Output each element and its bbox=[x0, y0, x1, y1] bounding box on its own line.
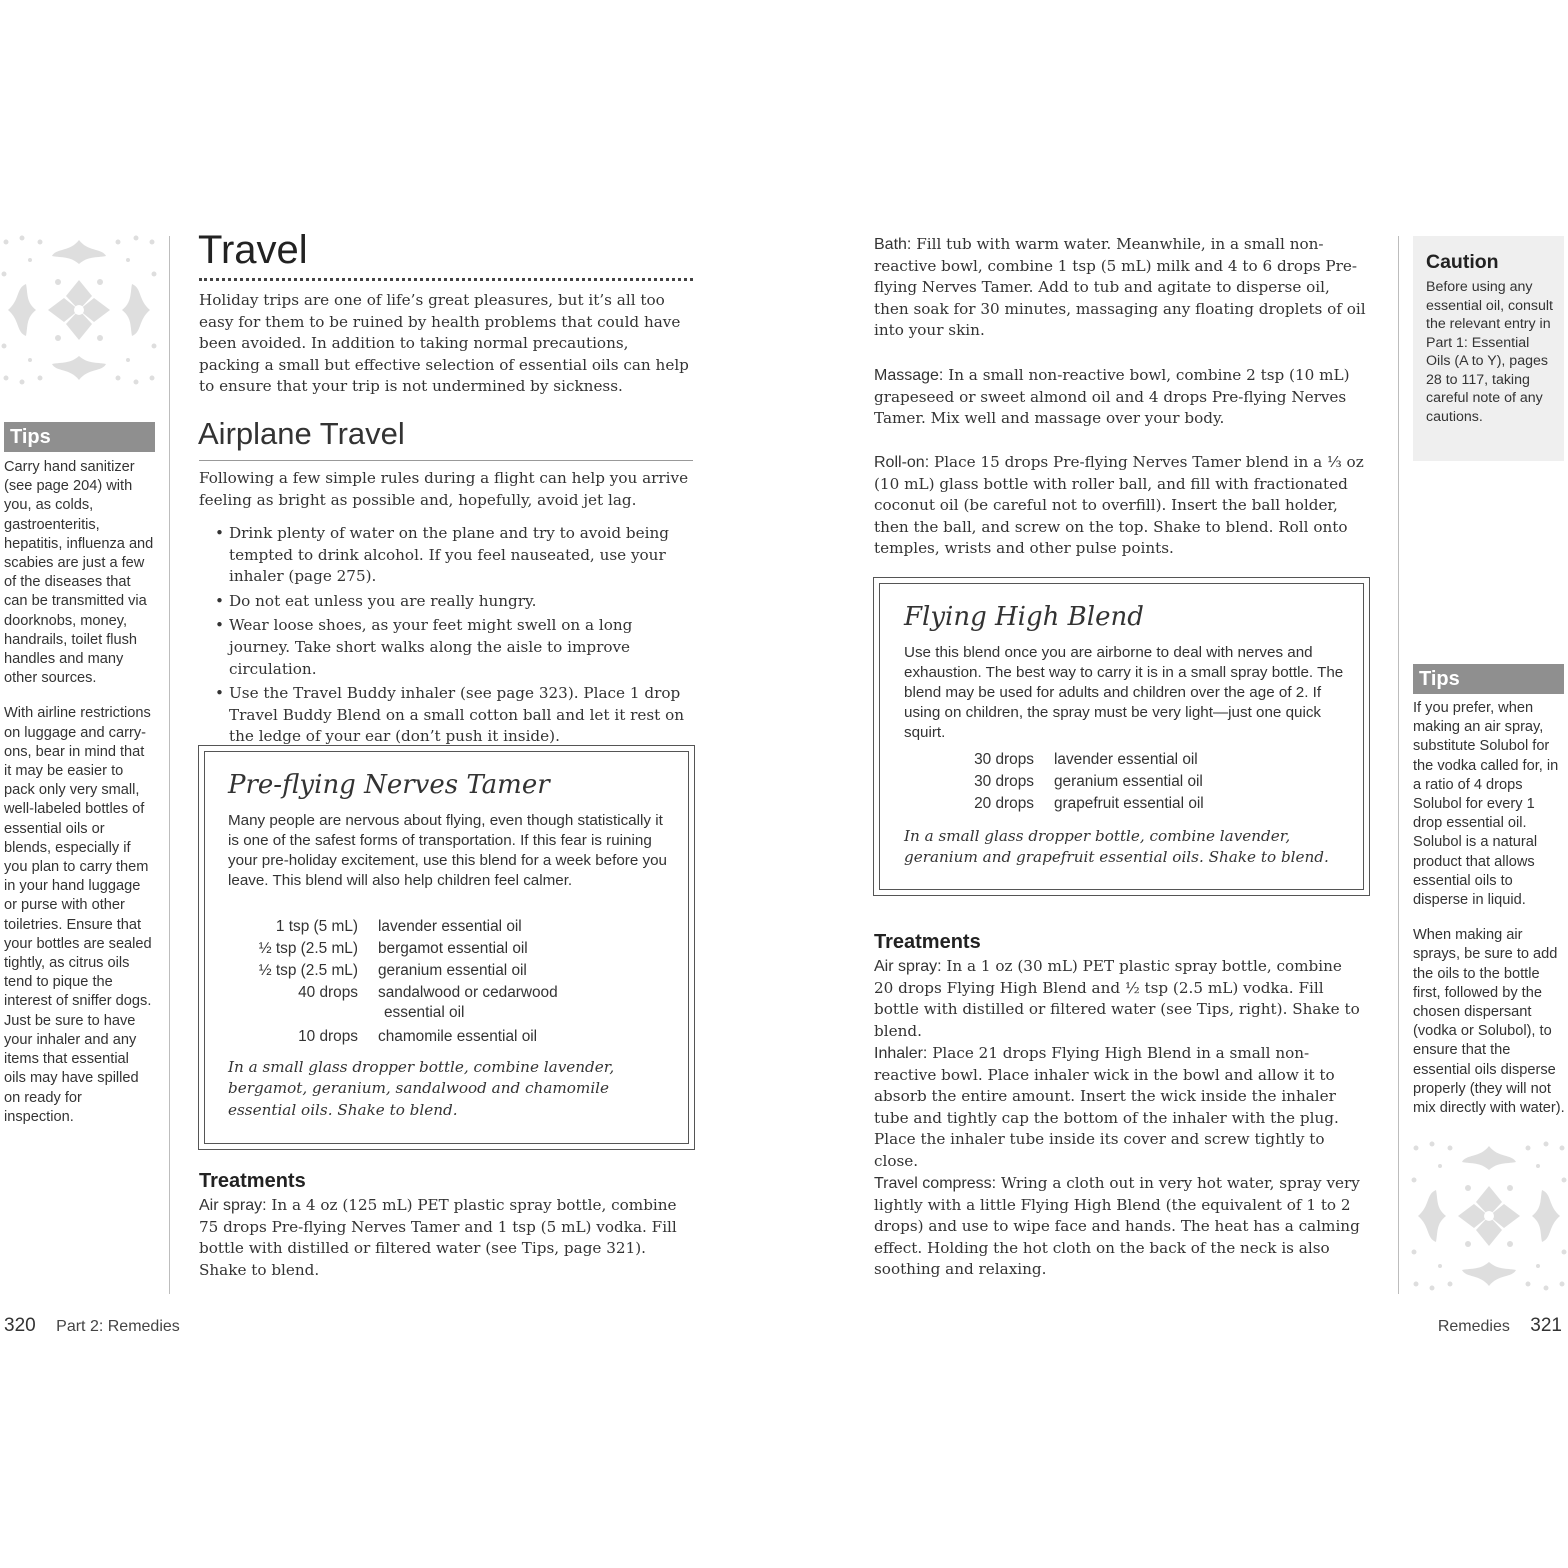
tip-paragraph: When making air sprays, be sure to add the oils to the bottle first, followed by the chosen dispersant (vodka or Solubol), to ensure that the essential oils disperse properly (they will not mix directly with water). bbox=[1413, 927, 1565, 1117]
ingredient-quantity: 30 drops bbox=[974, 751, 1034, 768]
list-item: • Do not eat unless you are really hungry. bbox=[199, 591, 693, 613]
ingredient-quantity: 1 tsp (5 mL) bbox=[275, 918, 358, 935]
treatment-label: Air spray: bbox=[874, 958, 942, 975]
title-underline bbox=[199, 278, 693, 281]
bullet-list bbox=[199, 523, 693, 751]
list-item: • Use the Travel Buddy inhaler (see page 323). Place 1 drop Travel Buddy Blend on a small cotton ball and let it rest on the ledge of your ear (don’t push it inside). bbox=[199, 683, 693, 748]
ingredient-name-continued: essential oil bbox=[384, 1004, 465, 1021]
intro-paragraph: Holiday trips are one of life’s great pleasures, but it’s all too easy for them to be ruined by health problems that could have been avoided. In addition to taking normal precautions, packing a small but effective selection of essential oils can help to ensure that your trip is not undermined by sickness. bbox=[199, 291, 689, 396]
page-number: 321 bbox=[1530, 1315, 1562, 1336]
tip-paragraph: Carry hand sanitizer (see page 204) with you, as colds, gastroenteritis, hepatitis, influenza and scabies are just a few of the diseases that can be transmitted via doorknobs, money, handrails, toilet flush handles and many other sources. bbox=[4, 459, 154, 687]
treatment-label: Travel compress: bbox=[874, 1175, 997, 1192]
treatment-label: Roll-on: bbox=[874, 454, 930, 471]
recipe-description: Many people are nervous about flying, even though statistically it is one of the safest forms of transportation. If this fear is ruining your pre-holiday excitement, use this blend for a week before you leave. This blend will also help children feel calmer. bbox=[228, 812, 667, 889]
recipe-description: Use this blend once you are airborne to deal with nerves and exhaustion. The best way to carry it is in a small spray bottle. The blend may be used for adults and children over the age of 2. If using on children, the spray must be very light—just one quick squirt. bbox=[904, 644, 1344, 741]
recipe-method: In a small glass dropper bottle, combine lavender, bergamot, geranium, sandalwood and chamomile essential oils. Shake to blend. bbox=[228, 1058, 615, 1119]
treatment-text: Place 21 drops Flying High Blend in a small non-reactive bowl. Place inhaler wick in the bowl and allow it to absorb the entire amount. Insert the wick inside the inhaler tube and tightly cap the bottom of the inhaler with the plug. Place the inhaler tube inside its cover and screw tightly to close. bbox=[874, 1044, 1339, 1170]
recipe-title: Flying High Blend bbox=[904, 602, 1144, 632]
ingredient-name: geranium essential oil bbox=[378, 962, 527, 979]
bath-paragraph bbox=[874, 234, 1366, 342]
tips-sidebar bbox=[1413, 699, 1565, 1134]
page-number: 320 bbox=[4, 1315, 36, 1336]
section-rule bbox=[199, 460, 693, 461]
treatment-text: Place 15 drops Pre-flying Nerves Tamer blend in a ⅓ oz (10 mL) glass bottle with roller ball, and fill with fractionated coconut oil (be careful not to overfill). Insert the ball holder, then the ball, and screw on the top. Shake to blend. Roll onto temples, wrists and other pulse points. bbox=[874, 453, 1364, 558]
treatments-heading: Treatments bbox=[199, 1170, 306, 1192]
list-item: • Drink plenty of water on the plane and try to avoid being tempted to drink alcohol. If you feel nauseated, use your inhaler (page 275). bbox=[199, 523, 693, 588]
compress-paragraph bbox=[874, 1173, 1366, 1281]
treatment-label: Massage: bbox=[874, 367, 944, 384]
treatment-label: Air spray: bbox=[199, 1197, 267, 1214]
ingredient-quantity: ½ tsp (2.5 mL) bbox=[258, 940, 358, 957]
inhaler-paragraph bbox=[874, 1043, 1366, 1173]
ingredient-name: bergamot essential oil bbox=[378, 940, 528, 957]
tips-heading: Tips bbox=[4, 422, 155, 452]
treatment-label: Inhaler: bbox=[874, 1045, 928, 1062]
decorative-ornament-icon bbox=[0, 234, 158, 386]
running-footer: Remedies bbox=[1437, 1318, 1510, 1335]
section-intro: Following a few simple rules during a flight can help you arrive feeling as bright as possible and, hopefully, avoid jet lag. bbox=[199, 469, 689, 509]
ingredient-quantity: 30 drops bbox=[974, 773, 1034, 790]
tip-paragraph: With airline restrictions on luggage and carry-ons, bear in mind that it may be easier to pack only very small, well-labeled bottles of essential oils or blends, especially if you plan to carry them in your hand luggage or purse with other toiletries. Ensure that your bottles are sealed tightly, as citrus oils tend to pique the interest of sniffer dogs. Just be sure to have your inhaler and any items that essential oils may have spilled on ready for inspection. bbox=[4, 705, 152, 1125]
page-title: Travel bbox=[198, 228, 308, 272]
ingredient-name: grapefruit essential oil bbox=[1054, 795, 1204, 812]
decorative-ornament-icon bbox=[1410, 1140, 1568, 1292]
treatment-label: Bath: bbox=[874, 236, 912, 253]
air-spray-paragraph bbox=[199, 1195, 693, 1281]
air-spray-paragraph bbox=[874, 956, 1366, 1042]
ingredient-quantity: 10 drops bbox=[298, 1028, 358, 1045]
sidebar-divider bbox=[1398, 236, 1399, 1294]
ingredient-name: lavender essential oil bbox=[1054, 751, 1198, 768]
tips-sidebar bbox=[4, 458, 154, 1143]
treatment-text: In a 1 oz (30 mL) PET plastic spray bottle, combine 20 drops Flying High Blend and ½ tsp (2.5 mL) vodka. Fill bottle with distilled or filtered water (see Tips, right). Shake to blend. bbox=[874, 957, 1360, 1040]
section-title: Airplane Travel bbox=[198, 416, 405, 451]
page-footer-right bbox=[1438, 1315, 1562, 1337]
tip-paragraph: If you prefer, when making an air spray, substitute Solubol for the vodka called for, in a ratio of 4 drops Solubol for every 1 drop essential oil. Solubol is a natural product that allows essential oils to disperse in liquid. bbox=[1413, 700, 1559, 909]
ingredient-quantity: 20 drops bbox=[974, 795, 1034, 812]
list-item: • Wear loose shoes, as your feet might swell on a long journey. Take short walks along the aisle to improve circulation. bbox=[199, 615, 693, 680]
ingredient-name: chamomile essential oil bbox=[378, 1028, 538, 1045]
ingredient-quantity: 40 drops bbox=[298, 984, 358, 1001]
tips-heading: Tips bbox=[1413, 664, 1564, 694]
sidebar-divider bbox=[169, 236, 170, 1294]
treatments-heading: Treatments bbox=[874, 931, 981, 953]
recipe-title: Pre-flying Nerves Tamer bbox=[228, 770, 550, 800]
massage-paragraph bbox=[874, 365, 1366, 430]
treatment-text: In a small non-reactive bowl, combine 2 tsp (10 mL) grapeseed or sweet almond oil and 4 drops Pre-flying Nerves Tamer. Mix well and massage over your body. bbox=[874, 366, 1350, 428]
ingredient-quantity: ½ tsp (2.5 mL) bbox=[258, 962, 358, 979]
running-footer: Part 2: Remedies bbox=[56, 1318, 180, 1335]
ingredient-list bbox=[904, 751, 1349, 817]
ingredient-name: geranium essential oil bbox=[1054, 773, 1203, 790]
recipe-method: In a small glass dropper bottle, combine lavender, geranium and grapefruit essential oils. Shake to blend. bbox=[904, 827, 1329, 867]
treatment-text: Wring a cloth out in very hot water, spray very lightly with a little Flying High Blend (the equivalent of 1 to 2 drops) and use to wipe face and hands. The heat has a calming effect. Holding the hot cloth on the back of the neck is also soothing and relaxing. bbox=[874, 1174, 1360, 1279]
treatment-text: In a 4 oz (125 mL) PET plastic spray bottle, combine 75 drops Pre-flying Nerves Tamer and 1 tsp (5 mL) vodka. Fill bottle with distilled or filtered water (see Tips, page 321). Shake to blend. bbox=[199, 1196, 677, 1279]
caution-text: Before using any essential oil, consult the relevant entry in Part 1: Essential Oils (A to Y), pages 28 to 117, taking careful note of any cautions. bbox=[1426, 279, 1553, 425]
caution-heading: Caution bbox=[1426, 251, 1499, 273]
ingredient-list bbox=[228, 918, 673, 1050]
ingredient-name: lavender essential oil bbox=[378, 918, 522, 935]
page-footer-left bbox=[4, 1315, 180, 1337]
rollon-paragraph bbox=[874, 452, 1366, 560]
treatment-text: Fill tub with warm water. Meanwhile, in a small non-reactive bowl, combine 1 tsp (5 mL) milk and 4 to 6 drops Pre-flying Nerves Tamer. Add to tub and agitate to disperse oil, then soak for 30 minutes, massaging any floating droplets of oil into your skin. bbox=[874, 235, 1366, 340]
ingredient-name: sandalwood or cedarwood bbox=[378, 984, 558, 1001]
